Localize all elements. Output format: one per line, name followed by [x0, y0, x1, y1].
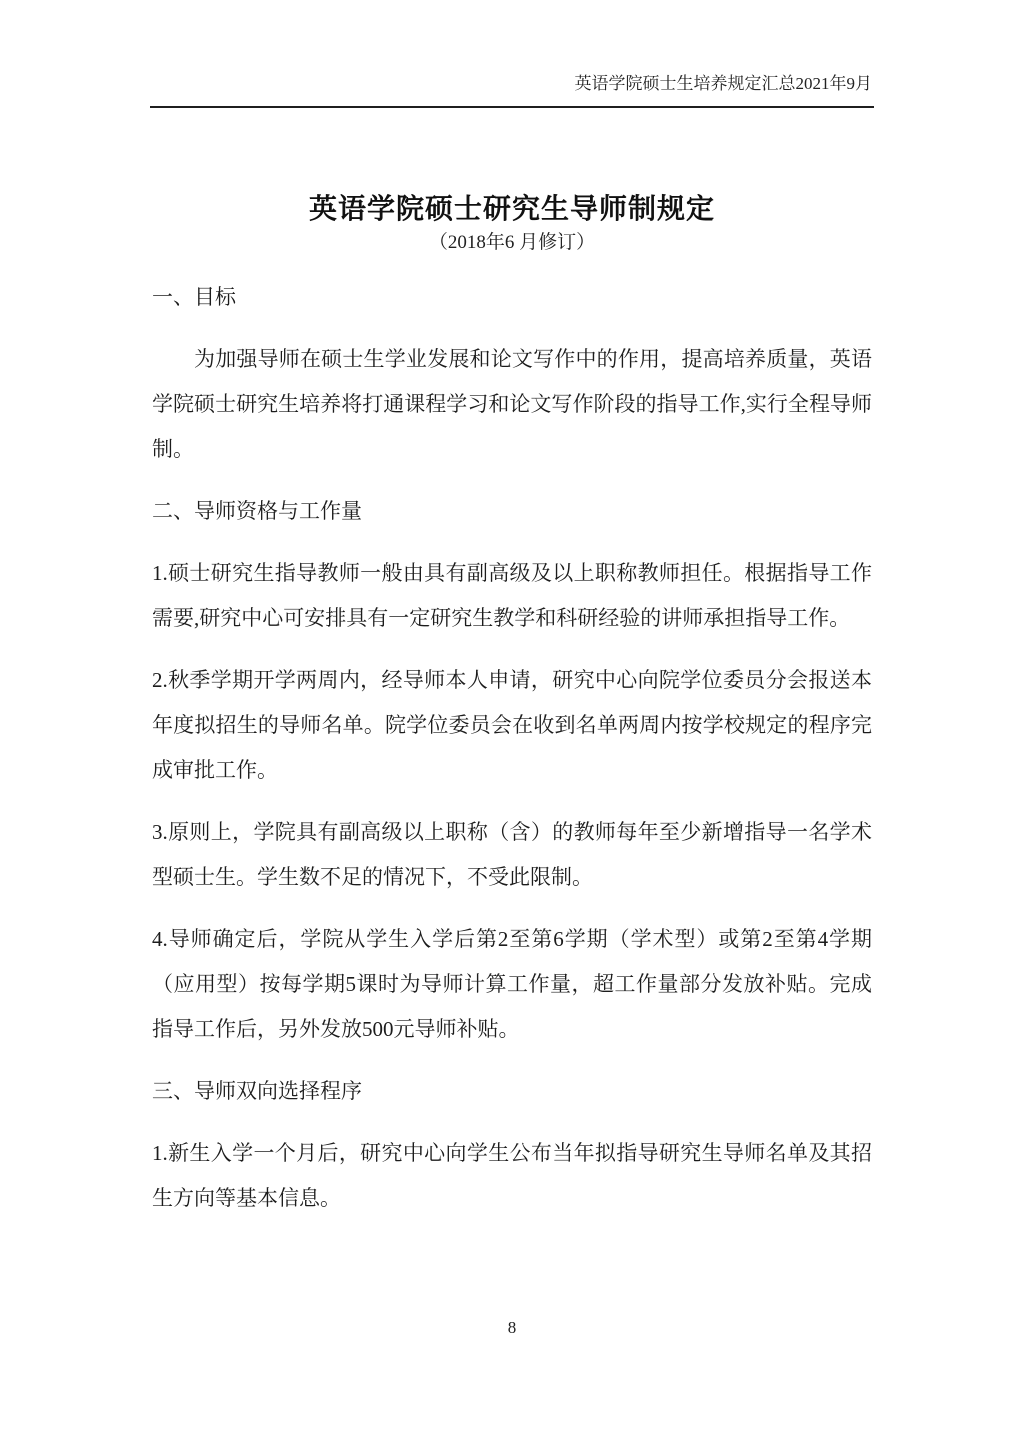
header-rule — [150, 106, 874, 108]
document-subtitle: （2018年6 月修订） — [428, 232, 596, 253]
section-1-paragraph-1: 为加强导师在硕士生学业发展和论文写作中的作用，提高培养质量，英语学院硕士研究生培养将打通课程学习和论文写作阶段的指导工作,实行全程导师制。 — [152, 347, 872, 461]
section-3-heading: 三、导师双向选择程序 — [152, 1079, 362, 1103]
section-2-paragraph-2: 2.秋季学期开学两周内，经导师本人申请，研究中心向院学位委员分会报送本年度拟招生的导师名单。院学位委员会在收到名单两周内按学校规定的程序完成审批工作。 — [152, 668, 872, 782]
section-2-paragraph-4: 4.导师确定后，学院从学生入学后第2至第6学期（学术型）或第2至第4学期（应用型）按每学期5课时为导师计算工作量，超工作量部分发放补贴。完成指导工作后，另外发放500元导师补贴。 — [152, 927, 872, 1041]
document-title: 英语学院硕士研究生导师制规定 — [308, 194, 715, 225]
section-2-heading: 二、导师资格与工作量 — [152, 499, 362, 523]
section-2-paragraph-3: 3.原则上，学院具有副高级以上职称（含）的教师每年至少新增指导一名学术型硕士生。学生数不足的情况下，不受此限制。 — [152, 820, 872, 889]
section-3-paragraph-1: 1.新生入学一个月后，研究中心向学生公布当年拟指导研究生导师名单及其招生方向等基本信息。 — [152, 1141, 872, 1210]
document-body — [152, 275, 872, 1221]
section-2-paragraph-1: 1.硕士研究生指导教师一般由具有副高级及以上职称教师担任。根据指导工作需要,研究中心可安排具有一定研究生教学和科研经验的讲师承担指导工作。 — [152, 561, 872, 630]
running-header-text: 英语学院硕士生培养规定汇总2021年9月 — [574, 74, 872, 93]
page-header — [0, 0, 1024, 94]
section-1-heading: 一、目标 — [152, 285, 236, 309]
page-number: 8 — [507, 1318, 517, 1337]
